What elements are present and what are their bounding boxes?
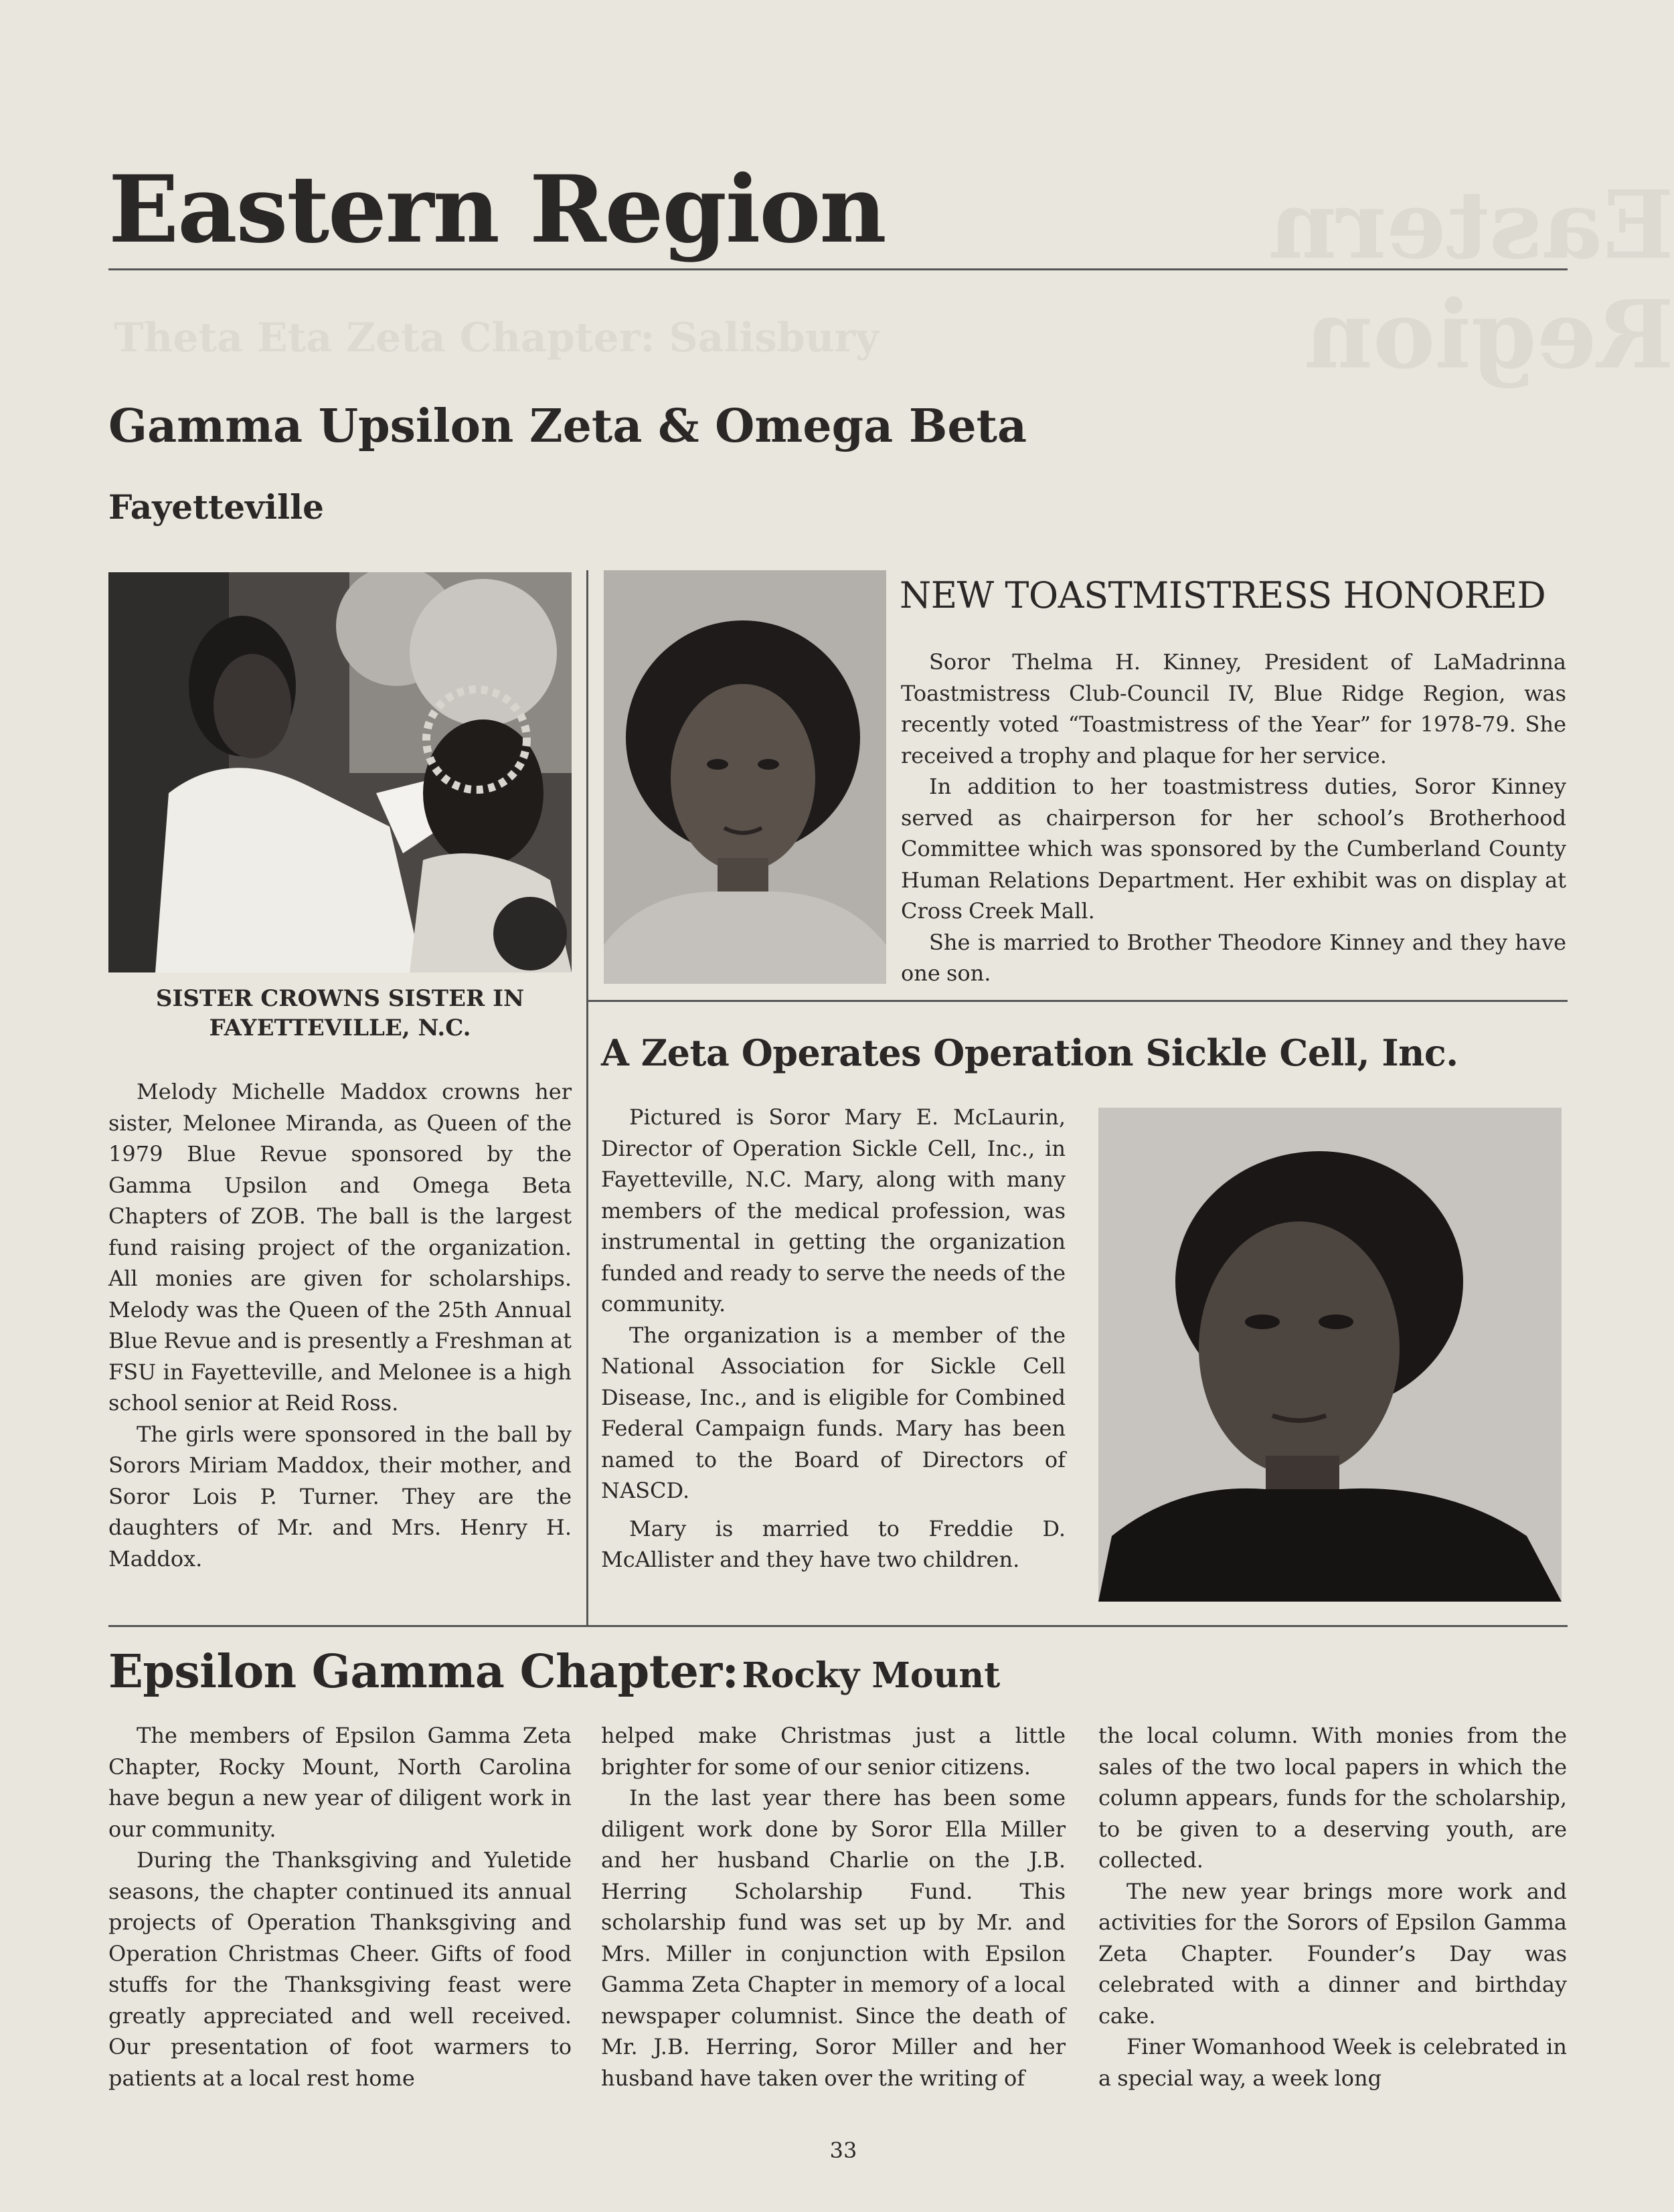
kinney-portrait (604, 570, 886, 984)
epsilon-column-2 (601, 1720, 1066, 2094)
toastmistress-article (901, 647, 1566, 989)
page-number: 33 (829, 2138, 857, 2163)
sickle-article (601, 1102, 1066, 1576)
sickle-paragraph-2: The organization is a member of the National Association for Sickle Cell Disease, Inc., and is eligible for Combined Federal Campaign funds. Mary has been named to the Board of Directors of NASCD. (601, 1322, 1066, 1503)
epsilon-c2-paragraph-1: helped make Christmas just a little brighter for some of our senior citizens. (601, 1723, 1066, 1780)
crowns-article (108, 1076, 572, 1574)
epsilon-heading (108, 1638, 1000, 1709)
sickle-heading: A Zeta Operates Operation Sickle Cell, Inc. (601, 1031, 1458, 1074)
mclaurin-portrait (1098, 1108, 1562, 1602)
section-heading: Gamma Upsilon Zeta & Omega Beta (108, 400, 1027, 453)
epsilon-c3-paragraph-3: Finer Womanhood Week is celebrated in a special way, a week long (1098, 2034, 1567, 2091)
epsilon-heading-main: Epsilon Gamma Chapter: (108, 1645, 739, 1699)
crowning-photo (108, 572, 572, 972)
epsilon-column-3 (1098, 1720, 1567, 2094)
bleed-through-title: Eastern Region (1268, 171, 1674, 390)
bleed-through-heading: Theta Eta Zeta Chapter: Salisbury (114, 315, 879, 361)
sickle-paragraph-3: Mary is married to Freddie D. McAllister and they have two children. (601, 1515, 1066, 1572)
epsilon-c3-paragraph-1: the local column. With monies from the sales of the two local papers in which the column appears, funds for the scholarship, to be given to a deserving youth, are collected. (1098, 1723, 1567, 1873)
page-title: Eastern Region (108, 155, 886, 264)
toastmistress-heading: NEW TOASTMISTRESS HONORED (900, 574, 1546, 616)
toastmistress-paragraph-2: In addition to her toastmistress duties, Soror Kinney served as chairperson for her school’s Brotherhood Committee which was sponsored by the Cumberland County Human Relations Department. Her exhibit was on display at Cross Creek Mall. (901, 774, 1566, 924)
toastmistress-paragraph-3: She is married to Brother Theodore Kinney and they have one son. (901, 929, 1566, 986)
epsilon-column-1 (108, 1720, 572, 2094)
mid-rule (588, 1000, 1568, 1002)
crowns-caption-line1: SISTER CROWNS SISTER IN (155, 985, 525, 1012)
crowns-caption-line2: FAYETTEVILLE, N.C. (209, 1015, 471, 1041)
crowns-paragraph-2: The girls were sponsored in the ball by Sorors Miriam Maddox, their mother, and Soror Lois P. Turner. They are the daughters of Mr. and Mrs. Henry H. Maddox. (108, 1421, 572, 1571)
epsilon-c1-paragraph-2: During the Thanksgiving and Yuletide seasons, the chapter continued its annual projects of Operation Thanksgiving and Operation Christmas Cheer. Gifts of food stuffs for the Thanksgiving feast were greatly appreciated and well received. Our presentation of foot warmers to patients at a local rest home (108, 1847, 572, 2091)
title-rule (108, 268, 1568, 270)
column-rule (586, 570, 588, 1626)
crowns-paragraph-1: Melody Michelle Maddox crowns her sister, Melonee Miranda, as Queen of the 1979 Blue Revue sponsored by the Gamma Upsilon and Omega Beta Chapters of ZOB. The ball is the largest fund raising project of the organization. All monies are given for scholarships. Melody was the Queen of the 25th Annual Blue Revue and is presently a Freshman at FSU in Fayetteville, and Melonee is a high school senior at Reid Ross. (108, 1079, 572, 1416)
crowns-caption (108, 984, 572, 1043)
epsilon-c2-paragraph-2: In the last year there has been some diligent work done by Soror Ella Miller and her husband Charlie on the J.B. Herring Scholarship Fund. This scholarship fund was set up by Mr. and Mrs. Miller in conjunction with Epsilon Gamma Zeta Chapter in memory of a local newspaper columnist. Since the death of Mr. J.B. Herring, Soror Miller and her husband have taken over the writing of (601, 1785, 1066, 2091)
toastmistress-paragraph-1: Soror Thelma H. Kinney, President of LaMadrinna Toastmistress Club-Council IV, Blue Ridge Region, was recently voted “Toastmistress of the Year” for 1978-79. She received a trophy and plaque for her service. (901, 649, 1566, 768)
epsilon-c1-paragraph-1: The members of Epsilon Gamma Zeta Chapter, Rocky Mount, North Carolina have begun a new year of diligent work in our community. (108, 1723, 572, 1842)
epsilon-heading-sub: Rocky Mount (742, 1655, 1001, 1696)
lower-rule (108, 1625, 1568, 1627)
epsilon-c3-paragraph-2: The new year brings more work and activities for the Sorors of Epsilon Gamma Zeta Chapter. Founder’s Day was celebrated with a dinner and birthday cake. (1098, 1878, 1567, 2029)
sickle-paragraph-1: Pictured is Soror Mary E. McLaurin, Director of Operation Sickle Cell, Inc., in Fayetteville, N.C. Mary, along with many members of the medical profession, was instrumental in getting the organization funded and ready to serve the needs of the community. (601, 1104, 1066, 1316)
section-subheading: Fayetteville (108, 487, 324, 527)
